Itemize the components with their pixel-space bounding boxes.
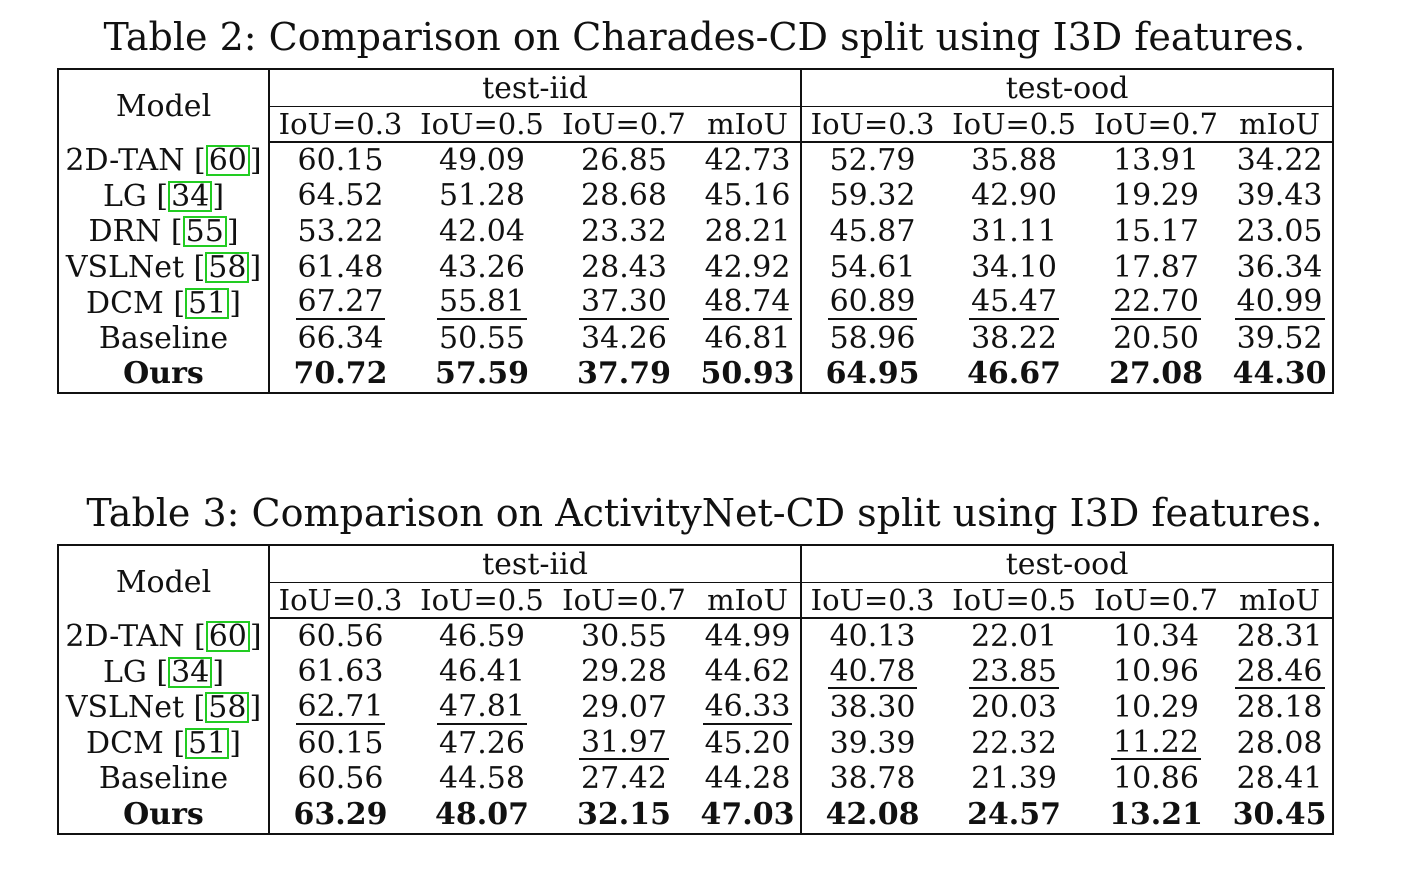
value-cell: 45.47 [971, 285, 1057, 320]
table-2 [57, 68, 1334, 394]
value-cell: 39.39 [829, 725, 916, 761]
value-cell: 60.15 [297, 142, 384, 178]
value-cell: 50.55 [439, 320, 525, 356]
value-cell: 19.29 [1113, 178, 1199, 214]
table-row [58, 618, 1333, 655]
value-cell: 20.03 [971, 690, 1057, 725]
value-cell: 10.34 [1113, 618, 1199, 654]
value-cell: 42.08 [825, 796, 920, 832]
value-cell: 60.15 [297, 725, 384, 761]
metric-header: IoU=0.3 [269, 583, 411, 619]
metric-header: mIoU [1227, 107, 1333, 143]
citation-link[interactable]: 34 [168, 657, 212, 688]
value-cell: 22.70 [1113, 285, 1199, 320]
metric-header: IoU=0.7 [1085, 107, 1227, 143]
value-cell: 51.28 [439, 178, 525, 214]
value-cell: 31.11 [971, 214, 1057, 249]
value-cell: 27.08 [1109, 356, 1204, 392]
value-cell: 64.95 [825, 356, 920, 392]
model-cell: VSLNet [ 58 ] [58, 250, 269, 286]
value-cell: 34.10 [971, 249, 1057, 285]
citation-link[interactable]: 58 [205, 252, 249, 283]
value-cell: 31.97 [581, 725, 667, 760]
citation-link[interactable]: 55 [183, 216, 227, 247]
model-cell: DCM [ 51 ] [58, 726, 269, 762]
model-header: Model [58, 545, 269, 618]
metric-header: mIoU [695, 583, 801, 619]
metric-header: IoU=0.7 [553, 107, 695, 143]
value-cell: 60.56 [297, 761, 384, 797]
value-cell: 17.87 [1113, 249, 1199, 285]
value-cell: 58.96 [829, 320, 916, 356]
metric-header: IoU=0.3 [269, 107, 411, 143]
metric-header: IoU=0.3 [801, 107, 943, 143]
metric-header: IoU=0.7 [1085, 583, 1227, 619]
value-cell: 47.03 [695, 797, 801, 834]
model-header: Model [58, 69, 269, 142]
value-cell: 24.57 [967, 796, 1062, 832]
table-row [58, 179, 1333, 215]
value-cell: 26.85 [581, 142, 667, 178]
value-cell: 38.22 [971, 320, 1057, 356]
value-cell: 23.05 [1236, 214, 1323, 249]
value-cell: 42.04 [439, 214, 525, 249]
metric-header: IoU=0.5 [943, 583, 1085, 619]
group-header-test-ood: test-ood [1005, 70, 1129, 106]
value-cell: 61.63 [297, 654, 384, 690]
value-cell: 60.56 [297, 618, 384, 654]
citation-link[interactable]: 60 [206, 621, 250, 652]
value-cell: 29.28 [581, 654, 667, 690]
value-cell: 38.78 [829, 761, 916, 797]
table-2-caption: Table 2: Comparison on Charades-CD split using I3D features. [103, 15, 1306, 59]
model-cell: LG [ 34 ] [58, 179, 269, 215]
value-cell: 45.87 [829, 214, 916, 249]
value-cell: 60.89 [829, 285, 916, 320]
value-cell: 29.07 [581, 690, 667, 725]
value-cell: 59.32 [829, 178, 916, 214]
value-cell: 39.52 [1236, 320, 1323, 356]
value-cell: 10.29 [1113, 690, 1199, 725]
citation-link[interactable]: 51 [185, 288, 229, 319]
value-cell: 22.32 [971, 725, 1057, 761]
value-cell: 39.43 [1236, 178, 1323, 214]
value-cell: 34.22 [1236, 142, 1323, 178]
model-cell: Ours [58, 357, 269, 394]
metric-header: IoU=0.3 [801, 583, 943, 619]
value-cell: 64.52 [297, 178, 384, 214]
value-cell: 46.41 [439, 654, 525, 690]
value-cell: 35.88 [971, 142, 1057, 178]
metric-header: IoU=0.5 [411, 107, 553, 143]
group-header-test-iid: test-iid [269, 545, 801, 583]
value-cell: 40.78 [829, 654, 916, 689]
value-cell: 11.22 [1113, 725, 1199, 760]
value-cell: 30.45 [1232, 796, 1327, 832]
table-row [58, 285, 1333, 321]
value-cell: 28.18 [1236, 690, 1323, 725]
value-cell: 50.93 [695, 357, 801, 394]
value-cell: 28.31 [1236, 618, 1323, 654]
value-cell: 61.48 [297, 249, 384, 285]
value-cell: 40.13 [829, 618, 916, 654]
value-cell: 53.22 [297, 214, 384, 249]
value-cell: 23.85 [971, 654, 1057, 689]
value-cell: 44.62 [695, 655, 801, 691]
value-cell: 48.74 [695, 285, 801, 321]
value-cell: 22.01 [971, 618, 1057, 654]
value-cell: 47.26 [439, 725, 525, 761]
value-cell: 40.99 [1236, 285, 1323, 320]
table-row [58, 142, 1333, 179]
group-header-test-iid: test-iid [269, 69, 801, 107]
value-cell: 13.21 [1109, 796, 1204, 832]
value-cell: 44.58 [439, 761, 525, 797]
model-cell: VSLNet [ 58 ] [58, 690, 269, 726]
table-row [58, 250, 1333, 286]
metric-header: mIoU [1227, 583, 1333, 619]
value-cell: 45.16 [695, 179, 801, 215]
value-cell: 46.59 [439, 618, 525, 654]
metric-header: IoU=0.7 [553, 583, 695, 619]
table-row [58, 761, 1333, 797]
value-cell: 48.07 [435, 796, 529, 832]
value-cell: 30.55 [581, 618, 667, 654]
value-cell: 32.15 [577, 796, 671, 832]
model-cell: LG [ 34 ] [58, 655, 269, 691]
citation-link[interactable]: 58 [205, 692, 249, 723]
value-cell: 63.29 [293, 796, 388, 832]
value-cell: 46.33 [695, 690, 801, 726]
value-cell: 20.50 [1113, 320, 1199, 356]
value-cell: 62.71 [297, 690, 384, 725]
value-cell: 44.28 [695, 761, 801, 797]
value-cell: 47.81 [439, 690, 525, 725]
value-cell: 42.73 [695, 142, 801, 179]
value-cell: 28.41 [1236, 761, 1323, 797]
value-cell: 46.81 [695, 321, 801, 357]
value-cell: 45.20 [695, 726, 801, 762]
table-3-caption: Table 3: Comparison on ActivityNet-CD split using I3D features. [86, 491, 1323, 535]
value-cell: 36.34 [1236, 249, 1323, 285]
value-cell: 28.21 [695, 214, 801, 250]
value-cell: 49.09 [439, 142, 525, 178]
metric-header: IoU=0.5 [411, 583, 553, 619]
value-cell: 10.86 [1113, 761, 1199, 797]
value-cell: 43.26 [439, 249, 525, 285]
value-cell: 23.32 [581, 214, 667, 249]
table-row [58, 690, 1333, 726]
value-cell: 52.79 [829, 142, 916, 178]
model-cell: DCM [ 51 ] [58, 285, 269, 321]
model-cell: Ours [58, 797, 269, 834]
value-cell: 44.30 [1232, 356, 1327, 392]
value-cell: 55.81 [439, 285, 525, 320]
table-row [58, 321, 1333, 357]
value-cell: 42.92 [695, 250, 801, 286]
value-cell: 44.99 [695, 618, 801, 655]
value-cell: 67.27 [297, 285, 384, 320]
metric-header: IoU=0.5 [943, 107, 1085, 143]
citation-link[interactable]: 34 [168, 181, 212, 212]
value-cell: 38.30 [829, 690, 916, 725]
value-cell: 66.34 [297, 320, 384, 356]
table-row [58, 214, 1333, 250]
value-cell: 28.08 [1236, 725, 1323, 761]
group-header-test-ood: test-ood [1005, 546, 1129, 582]
model-cell: Baseline [58, 761, 269, 797]
value-cell: 37.30 [581, 285, 667, 320]
value-cell: 28.68 [581, 178, 667, 214]
value-cell: 10.96 [1113, 654, 1199, 690]
value-cell: 15.17 [1113, 214, 1199, 249]
value-cell: 57.59 [435, 356, 529, 392]
table-row [58, 655, 1333, 691]
value-cell: 28.43 [581, 249, 667, 285]
value-cell: 42.90 [971, 178, 1057, 214]
value-cell: 70.72 [293, 356, 388, 392]
citation-link[interactable]: 60 [206, 145, 250, 176]
value-cell: 54.61 [829, 249, 916, 285]
model-cell: Baseline [58, 321, 269, 357]
model-cell: 2D-TAN [ 60 ] [58, 618, 269, 655]
table-row [58, 357, 1333, 394]
model-cell: 2D-TAN [ 60 ] [58, 142, 269, 179]
citation-link[interactable]: 51 [185, 728, 229, 759]
table-row [58, 797, 1333, 834]
value-cell: 27.42 [581, 761, 667, 797]
model-cell: DRN [ 55 ] [58, 214, 269, 250]
value-cell: 13.91 [1113, 142, 1199, 178]
value-cell: 37.79 [577, 356, 671, 392]
value-cell: 34.26 [581, 320, 667, 356]
value-cell: 46.67 [967, 356, 1062, 392]
value-cell: 28.46 [1236, 654, 1323, 689]
metric-header: mIoU [695, 107, 801, 143]
value-cell: 21.39 [971, 761, 1057, 797]
table-3 [57, 544, 1334, 835]
table-row [58, 726, 1333, 762]
